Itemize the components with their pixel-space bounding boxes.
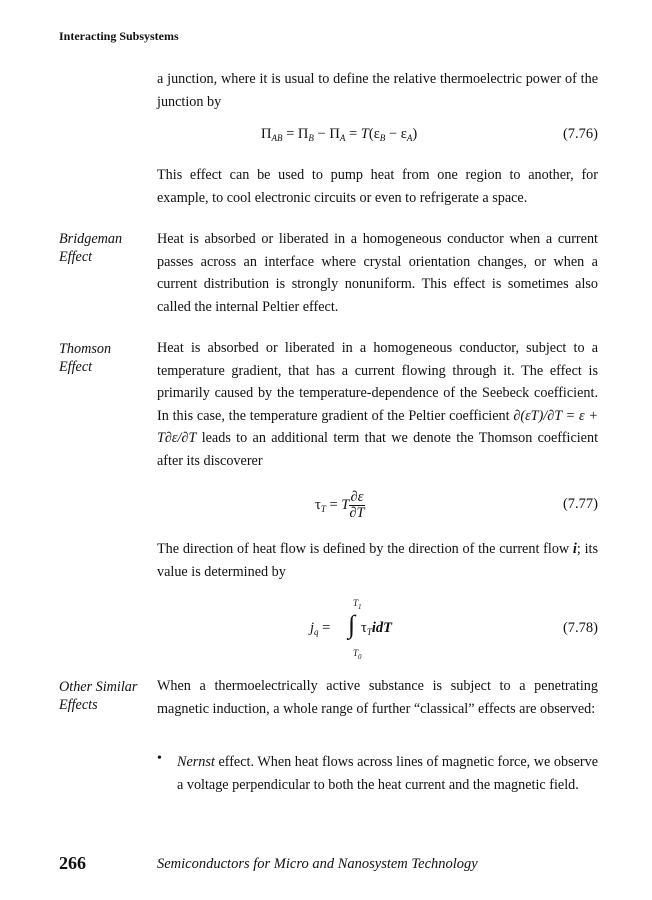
equation-7-77-body: $\tau_T = T$ $\frac{\partial\varepsilon}{\partial T}$ [315,489,365,521]
thomson-text-a: Heat is absorbed or liberated in a homogeneous conductor, subject to a temperature gradient, that has a current flowing through it. The effect is primarily caused by the temperature-dependence of the Seebeck coefficient. In this case, the temperature gradient of the Peltier coefficient [157,340,598,424]
page-number: 266 [59,853,86,873]
margin-label-thomson [59,340,151,376]
equation-7-76 [157,126,598,150]
footer-book-title: Semiconductors for Micro and Nanosystem Technology [157,856,478,872]
bullet-marker: • [157,751,162,766]
running-header: Interacting Subsystems [59,29,179,43]
label-line: Thomson [59,341,112,357]
margin-label-other-effects [59,678,151,714]
integral-upper-limit: $T_1$ [353,598,362,611]
bullet-item-nernst [177,751,598,796]
equation-number: (7.77) [562,496,598,512]
integral-lower-limit: $T_0$ [353,648,362,661]
effect-name: Nernst [177,754,215,770]
integral-sign: ∫ [348,610,356,639]
equation-7-76-body: $\Pi_{AB} = \Pi_B - \Pi_A = T(\varepsilon_B - \varepsilon_A)$ [261,126,418,143]
paragraph-junction: a junction, where it is usual to define the relative thermoelectric power of the junction by [157,71,598,110]
label-line: Bridgeman [59,231,123,247]
current-symbol: i [572,541,577,557]
label-line: Other Similar [59,679,138,695]
equation-7-78 [157,596,598,660]
effect-description: effect. When heat flows across lines of magnetic force, we observe a voltage perpendicular to both the heat current and the magnetic field. [177,754,599,793]
label-line: Effect [59,359,93,375]
thomson-text-b: leads to an additional term that we denote the Thomson coefficient after its discoverer [157,430,599,469]
margin-label-bridgeman [59,230,151,266]
fraction: $\frac{\partial\varepsilon}{\partial T}$ [349,489,365,521]
label-line: Effects [59,697,98,713]
paragraph-heat-flow: The direction of heat flow is defined by the direction of the current flow i; its value is determined by [157,541,598,580]
equation-7-77 [157,486,598,526]
paragraph-thomson [157,337,598,472]
inline-math-peltier-gradient: ∂(εT)/∂T = ε + T∂ε/∂T [157,407,599,446]
equation-7-78-lhs: $j_q$ = [310,620,331,637]
equation-7-78-integrand: $\tau_TidT$ [361,620,392,637]
paragraph-bridgeman: Heat is absorbed or liberated in a homogeneous conductor when a current passes across an interface where crystal orientation changes, or when a current distribution is strongly nonuniform. This effect is sometimes also called the internal Peltier effect. [157,231,598,315]
paragraph-pump-heat: This effect can be used to pump heat from one region to another, for example, to cool electronic circuits or even to refrigerate a space. [157,167,598,206]
equation-number: (7.78) [562,620,598,636]
equation-number: (7.76) [562,126,598,142]
label-line: Effect [59,249,93,265]
paragraph-other-effects: When a thermoelectrically active substance is subject to a penetrating magnetic induction, a whole range of further “classical” effects are observed: [157,678,598,717]
